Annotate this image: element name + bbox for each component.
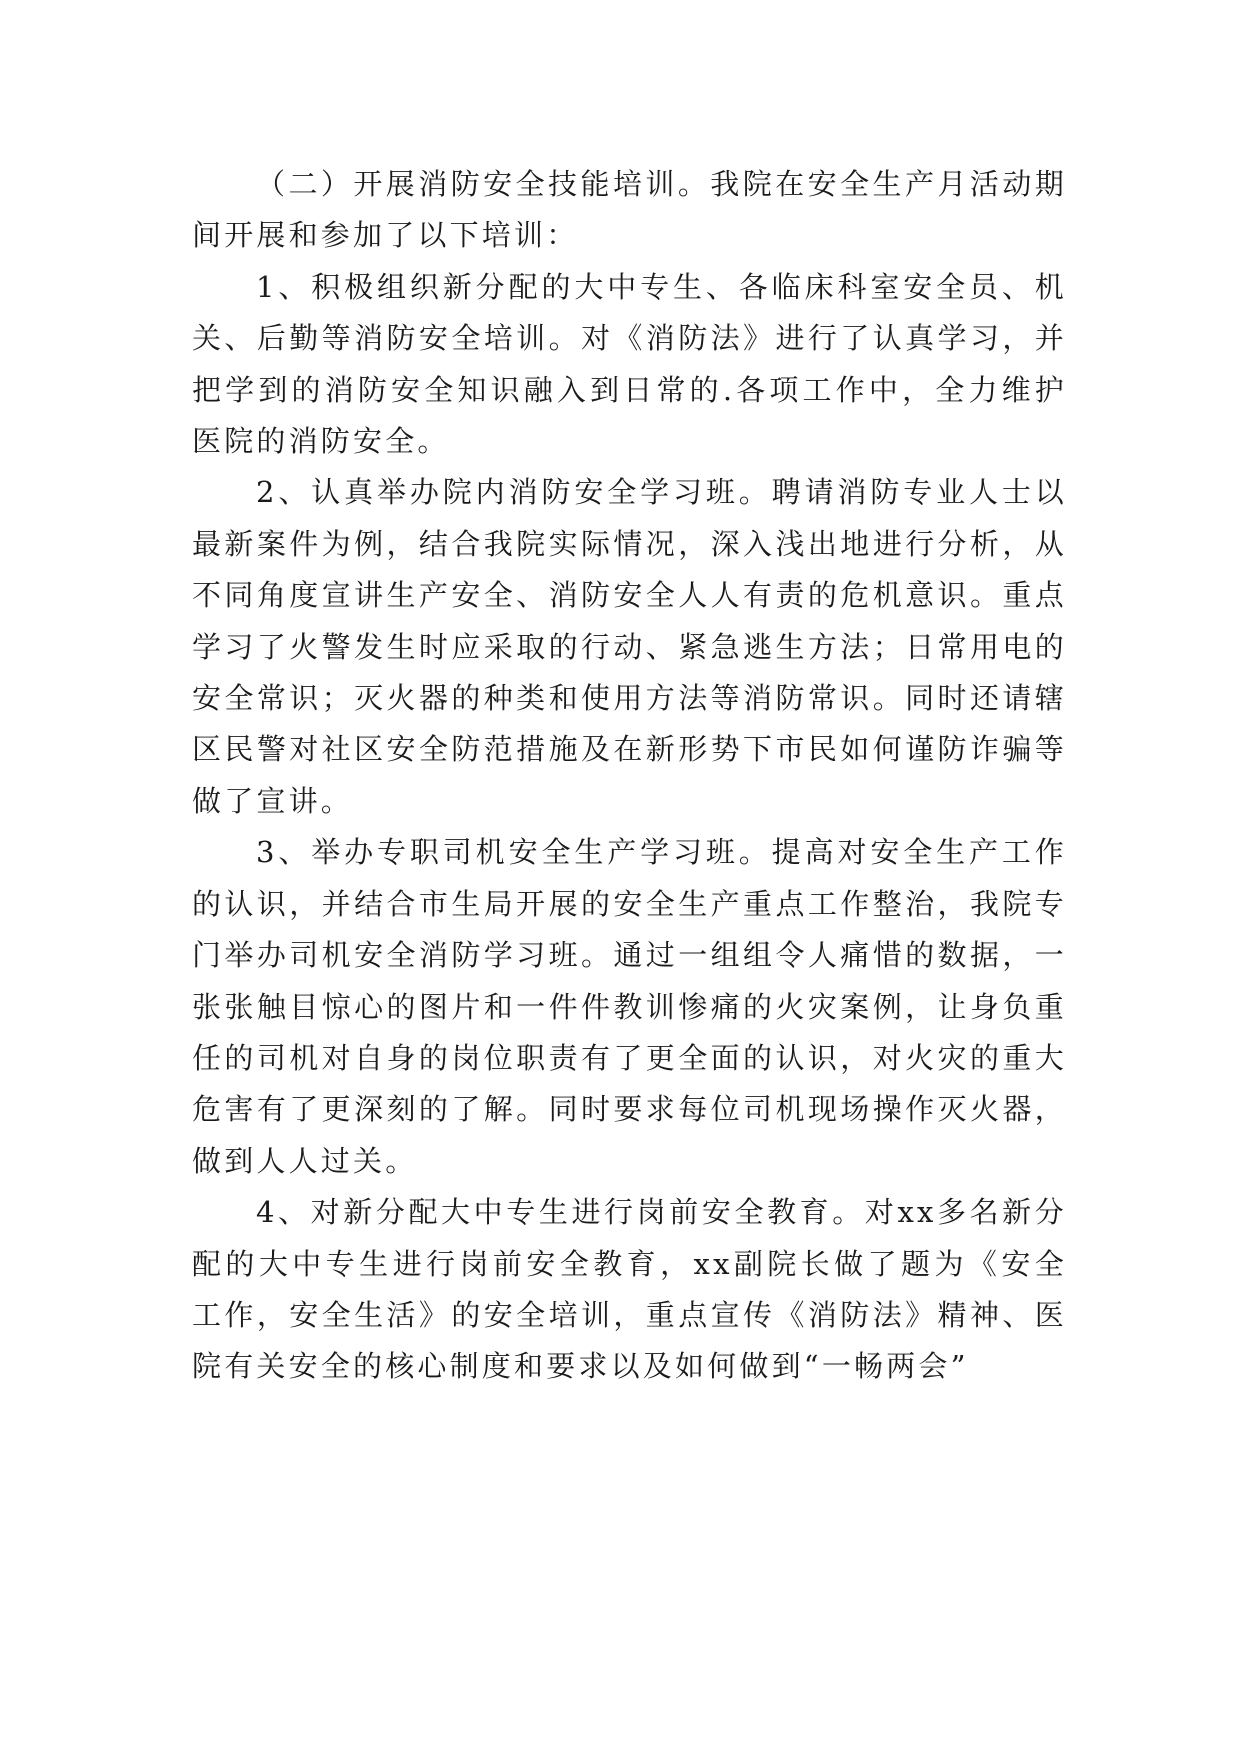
paragraph-fire-safety-training-intro: （二）开展消防安全技能培训。我院在安全生产月活动期间开展和参加了以下培训：: [192, 167, 1067, 253]
paragraph-item-4: 4、对新分配大中专生进行岗前安全教育。对xx多名新分配的大中专生进行岗前安全教育，xx副院长做了题为《安全工作，安全生活》的安全培训，重点宣传《消防法》精神、医院有关安全的核心制度和要求以及如何做到“一畅两会”: [192, 1195, 1067, 1384]
paragraph-item-1: 1、积极组织新分配的大中专生、各临床科室安全员、机关、后勤等消防安全培训。对《消防法》进行了认真学习，并把学到的消防安全知识融入到日常的.各项工作中，全力维护医院的消防安全。: [192, 269, 1067, 459]
paragraph-item-2: 2、认真举办院内消防安全学习班。聘请消防专业人士以最新案件为例，结合我院实际情况，深入浅出地进行分析，从不同角度宣讲生产安全、消防安全人人有责的危机意识。重点学习了火警发生时应采取的行动、紧急逃生方法；日常用电的安全常识；灭火器的种类和使用方法等消防常识。同时还请辖区民警对社区安全防范措施及在新形势下市民如何谨防诈骗等做了宣讲。: [192, 475, 1067, 818]
paragraph-item-3: 3、举办专职司机安全生产学习班。提高对安全生产工作的认识，并结合市生局开展的安全生产重点工作整治，我院专门举办司机安全消防学习班。通过一组组令人痛惜的数据，一张张触目惊心的图片和一件件教训惨痛的火灾案例，让身负重任的司机对自身的岗位职责有了更全面的认识，对火灾的重大危害有了更深刻的了解。同时要求每位司机现场操作灭火器，做到人人过关。: [192, 835, 1067, 1178]
document-body: [192, 159, 1067, 1393]
